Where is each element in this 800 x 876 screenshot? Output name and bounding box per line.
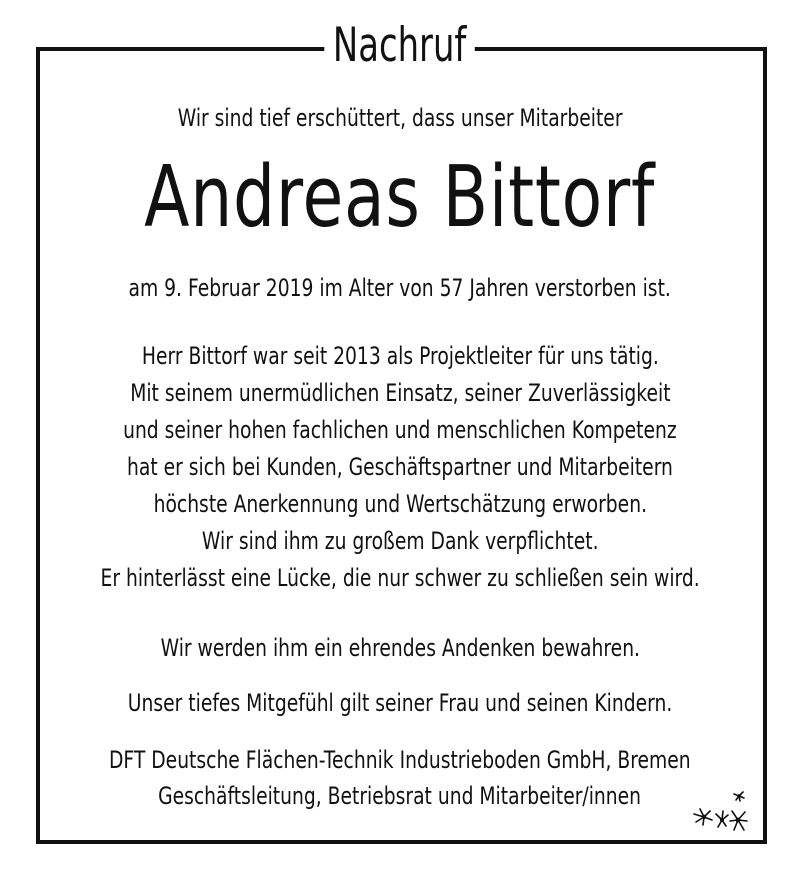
condolence-line xyxy=(0,687,800,719)
body-text: Herr Bittorf war seit 2013 als Projektleiter für uns tätig. xyxy=(141,342,659,370)
signatories-line xyxy=(0,780,800,812)
remembrance-text: Wir werden ihm ein ehrendes Andenken bewahren. xyxy=(160,634,640,662)
heading-wrap xyxy=(0,18,800,74)
body-line xyxy=(0,562,800,594)
body-line xyxy=(0,451,800,483)
body-line xyxy=(0,340,800,372)
intro-line xyxy=(0,102,800,134)
obituary-heading: Nachruf xyxy=(325,18,476,74)
deceased-name-line xyxy=(0,150,800,246)
company-name: DFT Deutsche Flächen-Technik Industrieboden GmbH, Bremen xyxy=(109,746,691,774)
body-line xyxy=(0,488,800,520)
body-text: hat er sich bei Kunden, Geschäftspartner und Mitarbeitern xyxy=(127,453,673,481)
body-text: Er hinterlässt eine Lücke, die nur schwer zu schließen sein wird. xyxy=(100,564,700,592)
flower-sprig-icon xyxy=(690,790,750,835)
body-text: Mit seinem unermüdlichen Einsatz, seiner Zuverlässigkeit xyxy=(129,379,671,407)
body-text: und seiner hohen fachlichen und menschlichen Kompetenz xyxy=(123,416,677,444)
body-text: Wir sind ihm zu großem Dank verpflichtet. xyxy=(201,527,599,555)
body-line xyxy=(0,525,800,557)
intro-text: Wir sind tief erschüttert, dass unser Mitarbeiter xyxy=(177,104,623,132)
death-date-line xyxy=(0,272,800,304)
remembrance-line xyxy=(0,632,800,664)
body-line xyxy=(0,414,800,446)
body-line xyxy=(0,377,800,409)
signatories-text: Geschäftsleitung, Betriebsrat und Mitarbeiter/innen xyxy=(158,782,642,810)
company-line xyxy=(0,744,800,776)
condolence-text: Unser tiefes Mitgefühl gilt seiner Frau und seinen Kindern. xyxy=(127,689,673,717)
deceased-name: Andreas Bittorf xyxy=(144,148,656,247)
body-text: höchste Anerkennung und Wertschätzung erworben. xyxy=(153,490,647,518)
death-date-text: am 9. Februar 2019 im Alter von 57 Jahren verstorben ist. xyxy=(128,274,672,302)
